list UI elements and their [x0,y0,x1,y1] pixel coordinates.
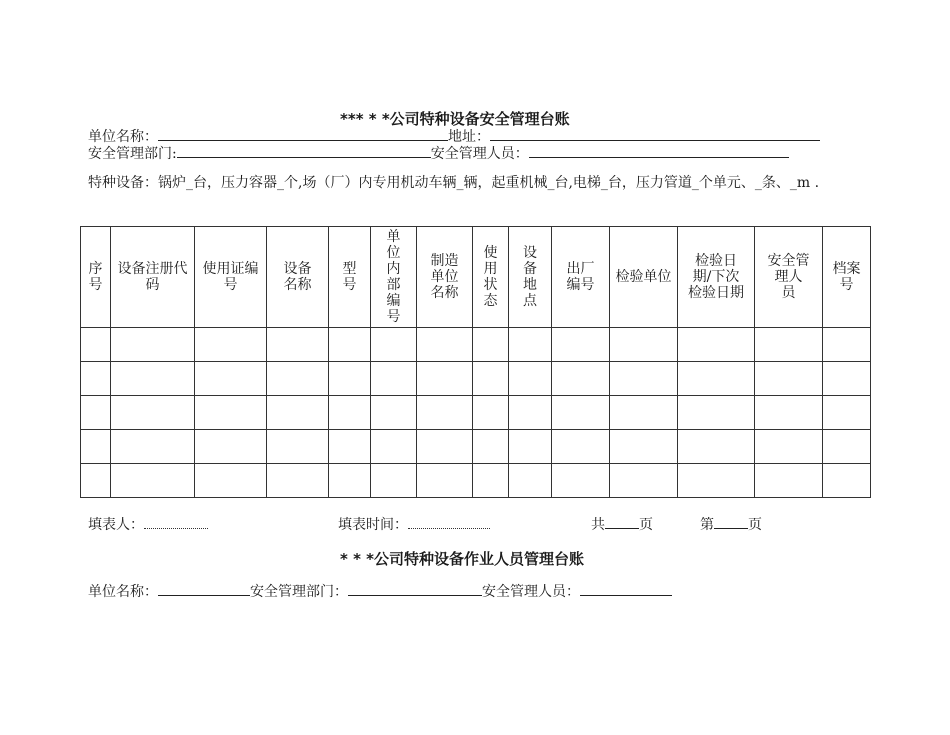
table-cell[interactable] [81,464,111,498]
col-header: 检验日期/下次检验日期 [678,227,755,328]
table-cell[interactable] [678,430,755,464]
equipment-ledger-table [80,226,871,498]
table-cell[interactable] [552,464,610,498]
table-cell[interactable] [329,396,371,430]
table-cell[interactable] [473,430,509,464]
personnel-person-field[interactable] [580,582,672,596]
unit-name-label: 单位名称： [88,129,158,145]
table-cell[interactable] [610,464,678,498]
table-row [81,362,871,396]
page-no-group [700,514,762,534]
col-header: 设备注册代码 [111,227,195,328]
address-label: 地址： [448,129,490,145]
table-cell[interactable] [195,430,267,464]
table-cell[interactable] [81,328,111,362]
unit-name-field[interactable] [158,127,448,141]
table-cell[interactable] [755,362,823,396]
filler-label: 填表人： [88,517,144,533]
table-cell[interactable] [267,396,329,430]
table-cell[interactable] [417,396,473,430]
table-cell[interactable] [509,430,552,464]
table-cell[interactable] [195,464,267,498]
table-cell[interactable] [473,464,509,498]
table-cell[interactable] [509,328,552,362]
col-header: 型号 [329,227,371,328]
col-header: 设备名称 [267,227,329,328]
table-cell[interactable] [755,464,823,498]
table-cell[interactable] [371,430,417,464]
table-cell[interactable] [552,430,610,464]
table-row [81,396,871,430]
table-cell[interactable] [610,430,678,464]
page-no-field[interactable] [714,515,748,529]
table-cell[interactable] [755,430,823,464]
table-row [81,430,871,464]
table-cell[interactable] [81,362,111,396]
total-pages-suffix: 页 [639,517,653,533]
table-cell[interactable] [509,396,552,430]
table-cell[interactable] [755,328,823,362]
table-cell[interactable] [755,396,823,430]
table-cell[interactable] [329,464,371,498]
table-row [81,464,871,498]
table-cell[interactable] [371,464,417,498]
col-header: 设备地点 [509,227,552,328]
col-header: 出厂编号 [552,227,610,328]
table-cell[interactable] [195,328,267,362]
table-cell[interactable] [473,328,509,362]
total-pages-prefix: 共 [591,517,605,533]
table-cell[interactable] [823,464,871,498]
table-cell[interactable] [678,362,755,396]
table-cell[interactable] [823,328,871,362]
table-cell[interactable] [610,396,678,430]
equipment-summary: 特种设备：锅炉_台，压力容器_个,场（厂）内专用机动车辆_辆，起重机械_台,电梯_台，压力管道_个单元、_条、_m . [88,175,820,191]
total-pages-group [591,514,653,534]
table-cell[interactable] [552,362,610,396]
col-header: 单位内部编号 [371,227,417,328]
table-cell[interactable] [371,328,417,362]
table-cell[interactable] [823,430,871,464]
personnel-title: * * *公司特种设备作业人员管理台账 [340,550,584,568]
safety-person-label: 安全管理人员： [430,146,529,162]
table-cell[interactable] [329,362,371,396]
col-header: 使用状态 [473,227,509,328]
fill-time-field[interactable] [408,515,490,529]
table-cell[interactable] [329,430,371,464]
page-no-suffix: 页 [748,517,762,533]
table-cell[interactable] [111,362,195,396]
table-cell[interactable] [371,362,417,396]
table-cell[interactable] [509,362,552,396]
table-cell[interactable] [267,328,329,362]
col-header: 序号 [81,227,111,328]
table-cell[interactable] [509,464,552,498]
address-field[interactable] [490,127,820,141]
unit-address-line [88,127,820,145]
table-cell[interactable] [610,328,678,362]
total-pages-field[interactable] [605,515,639,529]
personnel-person-label: 安全管理人员： [482,584,580,600]
personnel-dept-field[interactable] [348,582,482,596]
safety-dept-field[interactable] [177,144,431,158]
col-header: 检验单位 [610,227,678,328]
table-cell[interactable] [473,396,509,430]
table-cell[interactable] [552,328,610,362]
table-cell[interactable] [678,328,755,362]
table-cell[interactable] [371,396,417,430]
table-cell[interactable] [195,362,267,396]
personnel-fields-line [88,582,672,600]
table-cell[interactable] [267,362,329,396]
personnel-dept-label: 安全管理部门： [250,584,348,600]
col-header: 制造单位名称 [417,227,473,328]
table-cell[interactable] [111,396,195,430]
table-cell[interactable] [195,396,267,430]
page-no-prefix: 第 [700,517,714,533]
fill-time-label: 填表时间： [338,517,408,533]
table-row [81,328,871,362]
table-cell[interactable] [417,430,473,464]
ledger-title: *** * *公司特种设备安全管理台账 [340,110,570,128]
table-cell[interactable] [473,362,509,396]
table-cell[interactable] [678,396,755,430]
table-cell[interactable] [81,430,111,464]
table-cell[interactable] [678,464,755,498]
personnel-unit-field[interactable] [158,582,250,596]
col-header: 档案号 [823,227,871,328]
fill-time-group [338,514,490,534]
safety-line [88,144,789,162]
table-cell[interactable] [417,328,473,362]
table-cell[interactable] [417,362,473,396]
table-cell[interactable] [267,430,329,464]
table-cell[interactable] [552,396,610,430]
col-header: 使用证编号 [195,227,267,328]
table-cell[interactable] [417,464,473,498]
table-cell[interactable] [111,328,195,362]
col-header: 安全管理人 员 [755,227,823,328]
table-cell[interactable] [329,328,371,362]
table-cell[interactable] [823,362,871,396]
personnel-unit-label: 单位名称： [88,584,158,600]
table-cell[interactable] [81,396,111,430]
table-body [81,328,871,498]
safety-dept-label: 安全管理部门: [88,146,177,162]
filler-field-group [88,514,208,534]
table-cell[interactable] [111,464,195,498]
table-cell[interactable] [111,430,195,464]
table-cell[interactable] [823,396,871,430]
table-cell[interactable] [610,362,678,396]
filler-field[interactable] [144,515,208,529]
table-cell[interactable] [267,464,329,498]
safety-person-field[interactable] [529,144,789,158]
table-header-row [81,227,871,328]
